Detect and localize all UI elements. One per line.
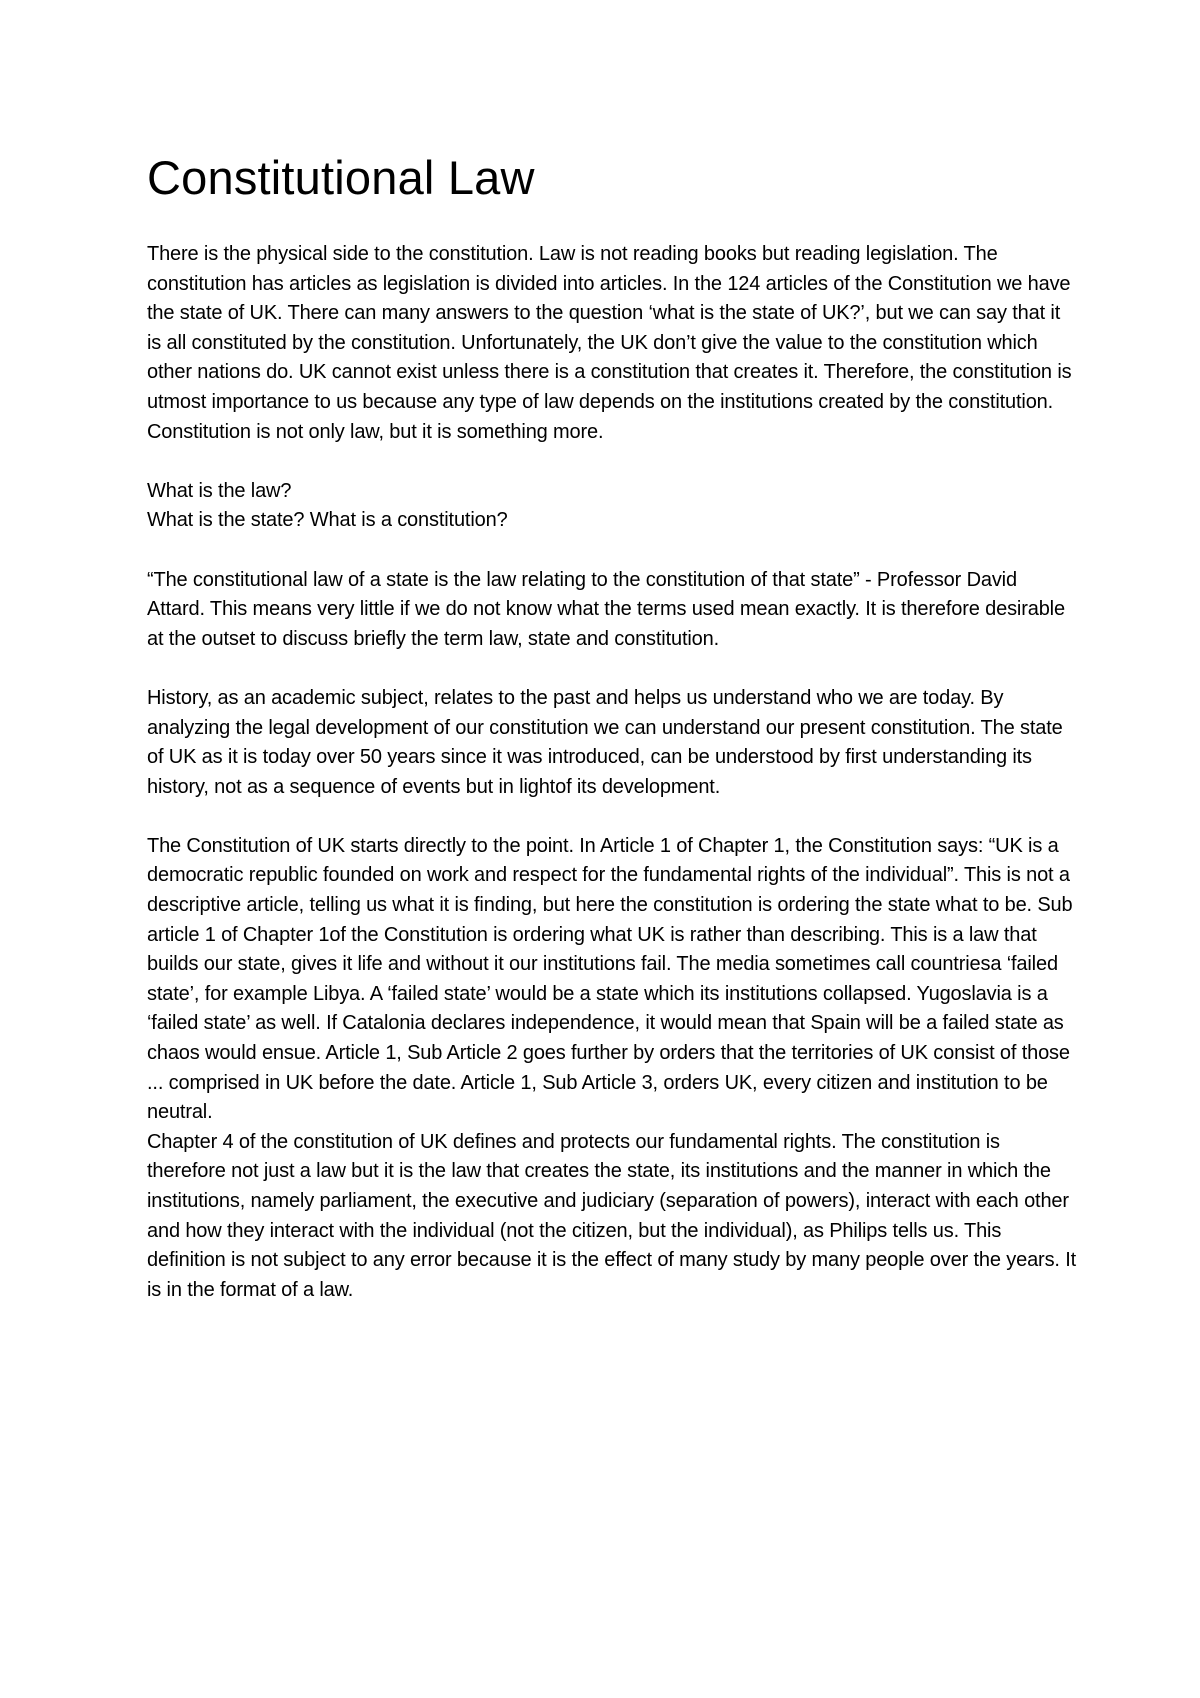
document-page: [147, 148, 1077, 1335]
paragraph-chapter-4: Chapter 4 of the constitution of UK defines and protects our fundamental rights. The constitution is therefore not just a law but it is the law that creates the state, its institutions and the manner in which the institutions, namely parliament, the executive and judiciary (separation of powers), interact with each other and how they interact with the individual (not the citizen, but the individual), as Philips tells us. This definition is not subject to any error because it is the effect of many study by many people over the years. It is in the format of a law.: [147, 1130, 1077, 1301]
paragraph-history: History, as an academic subject, relates to the past and helps us understand who we are today. By analyzing the legal development of our constitution we can understand our present constitution. The state of UK as it is today over 50 years since it was introduced, can be understood by first understanding its history, not as a sequence of events but in lightof its development.: [147, 686, 1063, 798]
paragraph-article-1: The Constitution of UK starts directly to the point. In Article 1 of Chapter 1, the Constitution says: “UK is a democratic republic founded on work and respect for the fundamental rights of the individual”. This is not a descriptive article, telling us what it is finding, but here the constitution is ordering the state what to be. Sub article 1 of Chapter 1of the Constitution is ordering what UK is rather than describing. This is a law that builds our state, gives it life and without it our institutions fail. The media sometimes call countriesa ‘failed state’, for example Libya. A ‘failed state’ would be a state which its institutions collapsed. Yugoslavia is a ‘failed state’ as well. If Catalonia declares independence, it would mean that Spain will be a failed state as chaos would ensue. Article 1, Sub Article 2 goes further by orders that the territories of UK consist of those ... comprised in UK before the date. Article 1, Sub Article 3, orders UK, every citizen and institution to be neutral.: [147, 834, 1073, 1124]
questions-block: [147, 477, 1077, 536]
paragraph-quote: “The constitutional law of a state is the law relating to the constitution of that state” - Professor David Attard. This means very little if we do not know what the terms used mean exactly. It is therefore desirable at the outset to discuss briefly the term law, state and constitution.: [147, 568, 1065, 650]
paragraph-intro: There is the physical side to the constitution. Law is not reading books but reading legislation. The constitution has articles as legislation is divided into articles. In the 124 articles of the Constitution we have the state of UK. There can many answers to the question ‘what is the state of UK?’, but we can say that it is all constituted by the constitution. Unfortunately, the UK don’t give the value to the constitution which other nations do. UK cannot exist unless there is a constitution that creates it. Therefore, the constitution is utmost importance to us because any type of law depends on the institutions created by the constitution. Constitution is not only law, but it is something more.: [147, 243, 1072, 443]
document-title: Constitutional Law: [147, 151, 535, 204]
question-state-constitution: What is the state? What is a constitution?: [147, 509, 508, 532]
question-law: What is the law?: [147, 479, 292, 502]
